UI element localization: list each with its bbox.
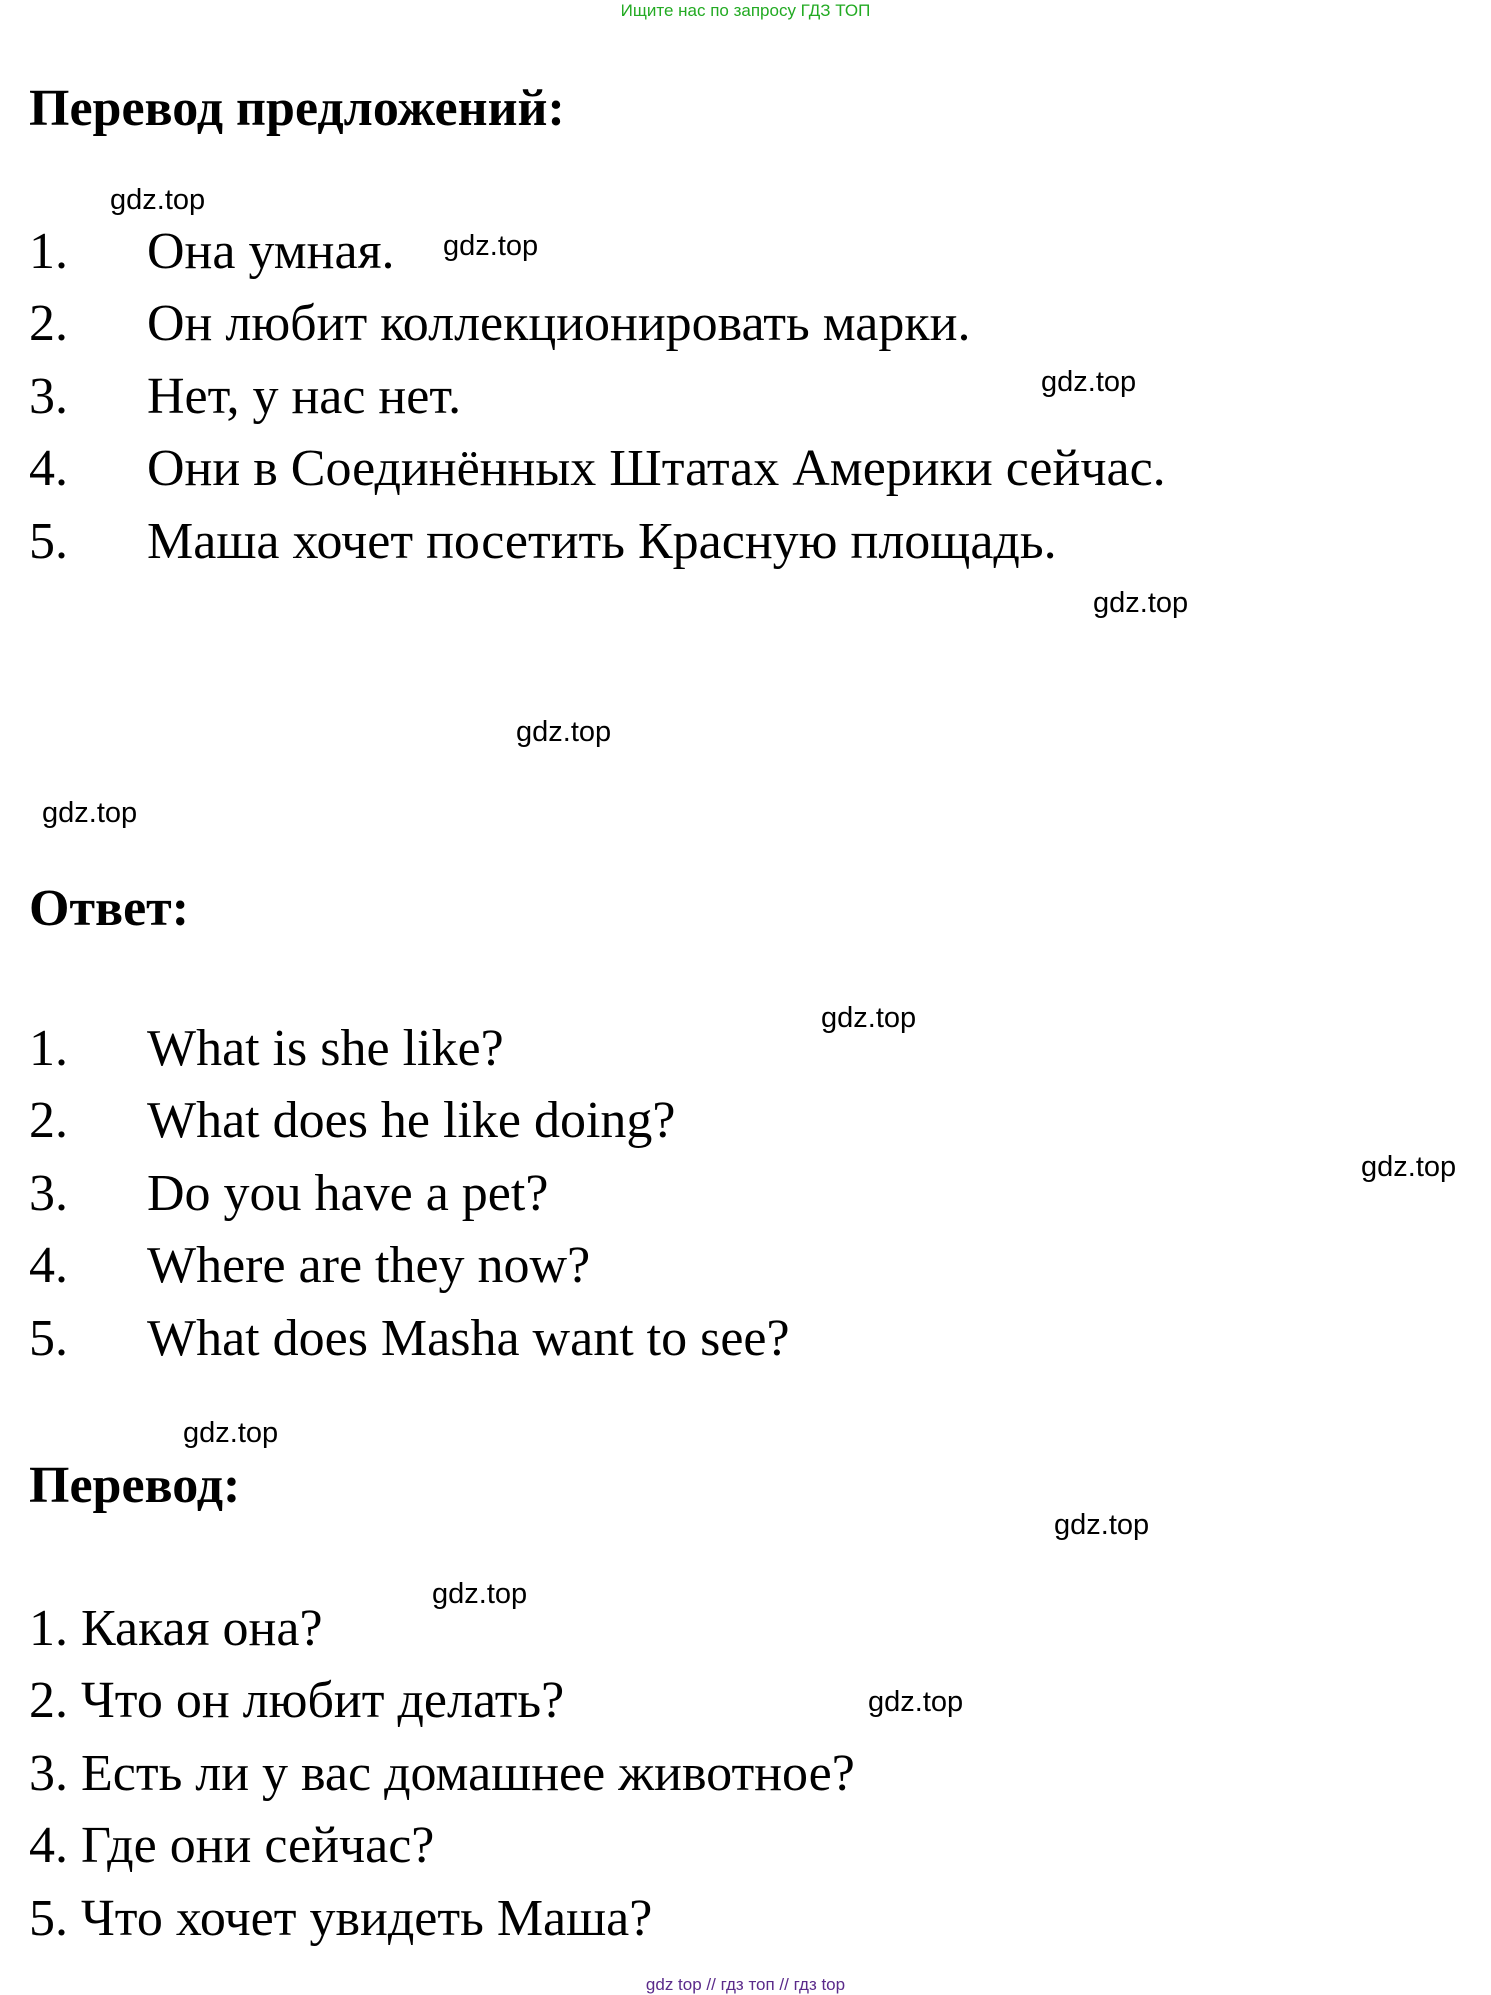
list-item-text: Она умная. xyxy=(147,223,395,280)
list-item-number: 2. xyxy=(29,295,68,352)
list-item-text: Они в Соединённых Штатах Америки сейчас. xyxy=(147,440,1166,497)
top-banner: Ищите нас по запросу ГДЗ ТОП xyxy=(620,1,871,20)
list-item-number: 1. xyxy=(29,223,68,280)
list-item-text: Do you have a pet? xyxy=(147,1165,549,1222)
translation-line: 3. Есть ли у вас домашнее животное? xyxy=(29,1745,855,1802)
watermark: gdz.top xyxy=(516,716,612,748)
list-item-number: 5. xyxy=(29,513,68,570)
translation-line: 5. Что хочет увидеть Маша? xyxy=(29,1890,653,1947)
list-item-number: 3. xyxy=(29,368,68,425)
list-item-text: What is she like? xyxy=(147,1020,504,1077)
translation-line: 1. Какая она? xyxy=(29,1600,323,1657)
section-title-sentences: Перевод предложений: xyxy=(29,80,565,137)
watermark: gdz.top xyxy=(1054,1509,1150,1541)
list-item-number: 4. xyxy=(29,1237,68,1294)
watermark: gdz.top xyxy=(868,1686,964,1718)
list-item-number: 2. xyxy=(29,1092,68,1149)
watermark: gdz.top xyxy=(1093,587,1189,619)
section-title-translation: Перевод: xyxy=(29,1457,241,1514)
list-item-text: What does he like doing? xyxy=(147,1092,676,1149)
list-item-number: 5. xyxy=(29,1310,68,1367)
translation-line: 4. Где они сейчас? xyxy=(29,1817,435,1874)
section-title-answer: Ответ: xyxy=(29,880,190,937)
list-item-text: Маша хочет посетить Красную площадь. xyxy=(147,513,1057,570)
list-item-text: What does Masha want to see? xyxy=(147,1310,790,1367)
watermark: gdz.top xyxy=(42,797,138,829)
list-item-number: 1. xyxy=(29,1020,68,1077)
list-item-number: 3. xyxy=(29,1165,68,1222)
translation-line: 2. Что он любит делать? xyxy=(29,1672,565,1729)
watermark: gdz.top xyxy=(432,1578,528,1610)
watermark: gdz.top xyxy=(110,184,206,216)
list-item-text: Он любит коллекционировать марки. xyxy=(147,295,971,352)
list-item-text: Нет, у нас нет. xyxy=(147,368,462,425)
watermark: gdz.top xyxy=(821,1002,917,1034)
list-item-text: Where are they now? xyxy=(147,1237,591,1294)
watermark: gdz.top xyxy=(183,1417,279,1449)
watermark: gdz.top xyxy=(1041,366,1137,398)
watermark: gdz.top xyxy=(443,230,539,262)
list-item-number: 4. xyxy=(29,440,68,497)
watermark: gdz.top xyxy=(1361,1151,1457,1183)
footer-links: gdz top // гдз топ // гдз top xyxy=(645,1975,846,1994)
